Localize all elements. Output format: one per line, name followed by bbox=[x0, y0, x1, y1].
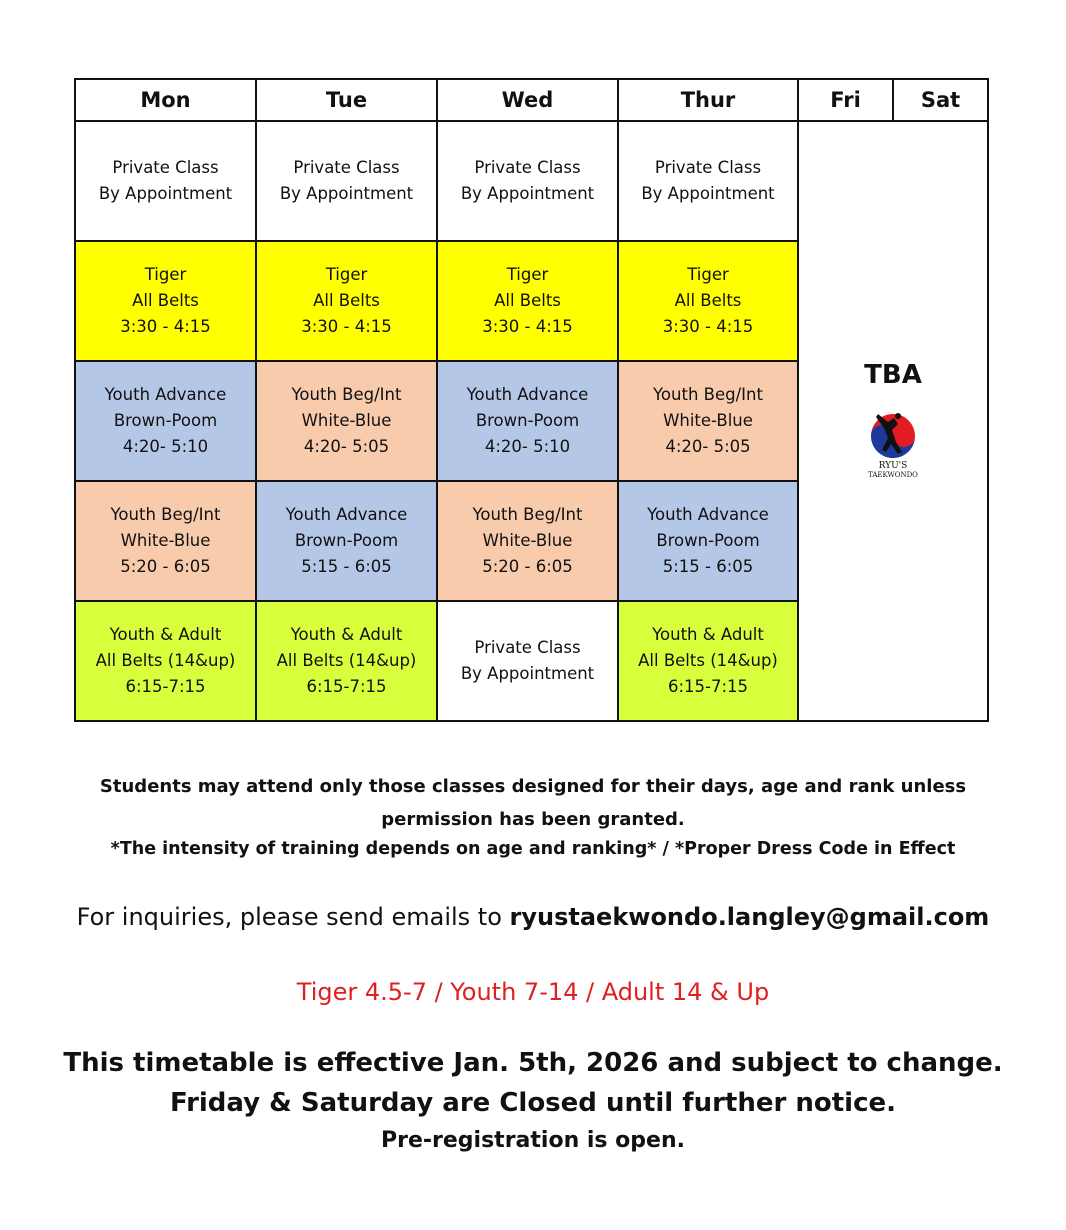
class-cell-line: Tiger bbox=[506, 265, 549, 284]
class-cell bbox=[618, 601, 798, 721]
class-cell bbox=[618, 361, 798, 481]
inquiry-prefix: For inquiries, please send emails to bbox=[76, 903, 510, 931]
class-cell bbox=[618, 481, 798, 601]
class-cell-line: Youth Advance bbox=[104, 385, 227, 404]
class-cell bbox=[75, 241, 256, 361]
class-cell bbox=[618, 241, 798, 361]
class-cell-line: White-Blue bbox=[301, 411, 392, 430]
class-cell-line: 6:15-7:15 bbox=[125, 677, 206, 696]
class-cell-line: Youth & Adult bbox=[109, 625, 222, 644]
class-cell bbox=[75, 481, 256, 601]
weekend-tba-cell bbox=[798, 121, 988, 721]
class-cell-line: All Belts (14&up) bbox=[638, 651, 778, 670]
effective-date-line: This timetable is effective Jan. 5th, 2026 and subject to change. bbox=[63, 1048, 1003, 1078]
class-cell-line: 4:20- 5:10 bbox=[122, 437, 209, 456]
class-cell-line: All Belts bbox=[494, 291, 561, 310]
inquiry-line bbox=[0, 899, 1066, 935]
day-header-tue: Tue bbox=[256, 79, 437, 121]
preregistration-line: Pre-registration is open. bbox=[381, 1128, 685, 1153]
day-header-wed: Wed bbox=[437, 79, 618, 121]
class-cell-line: Youth Beg/Int bbox=[110, 505, 221, 524]
day-header-thur: Thur bbox=[618, 79, 798, 121]
class-cell-line: All Belts (14&up) bbox=[276, 651, 417, 670]
day-header-mon: Mon bbox=[75, 79, 256, 121]
class-cell-line: Tiger bbox=[325, 265, 368, 284]
class-cell-line: 3:30 - 4:15 bbox=[662, 317, 754, 336]
age-groups: Tiger 4.5-7 / Youth 7-14 / Adult 14 & Up bbox=[296, 978, 770, 1006]
class-cell-line: 3:30 - 4:15 bbox=[301, 317, 392, 336]
class-cell bbox=[75, 121, 256, 241]
policy-line-1: Students may attend only those classes designed for their days, age and rank unless bbox=[99, 776, 967, 797]
class-cell bbox=[437, 481, 618, 601]
svg-text:RYU'S: RYU'S bbox=[878, 461, 908, 471]
class-cell-line: 5:15 - 6:05 bbox=[301, 557, 392, 576]
class-cell bbox=[256, 601, 437, 721]
class-cell-line: 4:20- 5:05 bbox=[665, 437, 751, 456]
class-cell-line: 5:20 - 6:05 bbox=[120, 557, 211, 576]
day-header-fri: Fri bbox=[798, 79, 893, 121]
class-cell-line: By Appointment bbox=[460, 664, 595, 683]
svg-text:TAEKWONDO: TAEKWONDO bbox=[868, 471, 918, 479]
class-cell-line: Private Class bbox=[474, 158, 581, 177]
class-cell-line: Private Class bbox=[112, 158, 219, 177]
class-cell-line: Youth Advance bbox=[466, 385, 589, 404]
class-cell-line: All Belts bbox=[674, 291, 742, 310]
effective-notice bbox=[0, 1043, 1066, 1123]
class-cell-line: 3:30 - 4:15 bbox=[120, 317, 211, 336]
class-cell-line: All Belts (14&up) bbox=[95, 651, 236, 670]
class-cell-line: All Belts bbox=[313, 291, 380, 310]
class-cell bbox=[256, 481, 437, 601]
class-cell-line: Youth Advance bbox=[647, 505, 769, 524]
class-cell-line: Brown-Poom bbox=[656, 531, 760, 550]
class-cell bbox=[75, 601, 256, 721]
class-cell bbox=[437, 121, 618, 241]
schedule-table bbox=[74, 78, 989, 722]
time-slot-row bbox=[75, 121, 988, 241]
inquiry-email: ryustaekwondo.langley@gmail.com bbox=[509, 903, 990, 931]
class-cell bbox=[437, 241, 618, 361]
class-cell-line: Youth Advance bbox=[285, 505, 408, 524]
class-cell-line: White-Blue bbox=[120, 531, 211, 550]
closed-days-line: Friday & Saturday are Closed until further notice. bbox=[169, 1088, 897, 1118]
class-cell-line: Youth & Adult bbox=[652, 625, 764, 644]
ryus-taekwondo-logo bbox=[858, 408, 928, 480]
class-cell-line: White-Blue bbox=[663, 411, 753, 430]
class-cell bbox=[75, 361, 256, 481]
class-cell-line: Private Class bbox=[654, 158, 762, 177]
class-cell-line: 4:20- 5:05 bbox=[303, 437, 390, 456]
class-cell-line: Youth & Adult bbox=[290, 625, 403, 644]
class-cell-line: By Appointment bbox=[98, 184, 233, 203]
class-cell-line: All Belts bbox=[132, 291, 199, 310]
class-cell-line: 6:15-7:15 bbox=[306, 677, 387, 696]
class-cell-line: Youth Beg/Int bbox=[472, 505, 583, 524]
class-cell-line: Brown-Poom bbox=[294, 531, 399, 550]
class-cell-line: White-Blue bbox=[482, 531, 573, 550]
day-header-sat: Sat bbox=[893, 79, 988, 121]
class-cell bbox=[256, 121, 437, 241]
class-cell-line: Brown-Poom bbox=[113, 411, 218, 430]
class-cell-line: Youth Beg/Int bbox=[291, 385, 402, 404]
tba-label: TBA bbox=[864, 360, 922, 390]
class-cell-line: Private Class bbox=[474, 638, 581, 657]
class-cell bbox=[256, 361, 437, 481]
class-cell-line: By Appointment bbox=[279, 184, 414, 203]
policy-line-2: permission has been granted. bbox=[381, 809, 685, 830]
class-cell bbox=[437, 361, 618, 481]
class-cell-line: 6:15-7:15 bbox=[667, 677, 749, 696]
day-header-row bbox=[75, 79, 988, 121]
policy-line-3: *The intensity of training depends on age and ranking* / *Proper Dress Code in Effect bbox=[110, 839, 956, 859]
class-cell-line: Private Class bbox=[293, 158, 400, 177]
class-cell-line: By Appointment bbox=[641, 184, 775, 203]
class-cell bbox=[437, 601, 618, 721]
class-cell-line: 5:20 - 6:05 bbox=[482, 557, 573, 576]
class-cell-line: Tiger bbox=[144, 265, 187, 284]
class-cell-line: Tiger bbox=[687, 265, 729, 284]
class-cell-line: 5:15 - 6:05 bbox=[662, 557, 754, 576]
class-cell-line: 3:30 - 4:15 bbox=[482, 317, 573, 336]
class-cell-line: 4:20- 5:10 bbox=[484, 437, 571, 456]
policy-notice bbox=[0, 770, 1066, 836]
class-cell bbox=[256, 241, 437, 361]
class-cell-line: Youth Beg/Int bbox=[653, 385, 763, 404]
class-cell-line: Brown-Poom bbox=[475, 411, 580, 430]
class-cell bbox=[618, 121, 798, 241]
class-cell-line: By Appointment bbox=[460, 184, 595, 203]
